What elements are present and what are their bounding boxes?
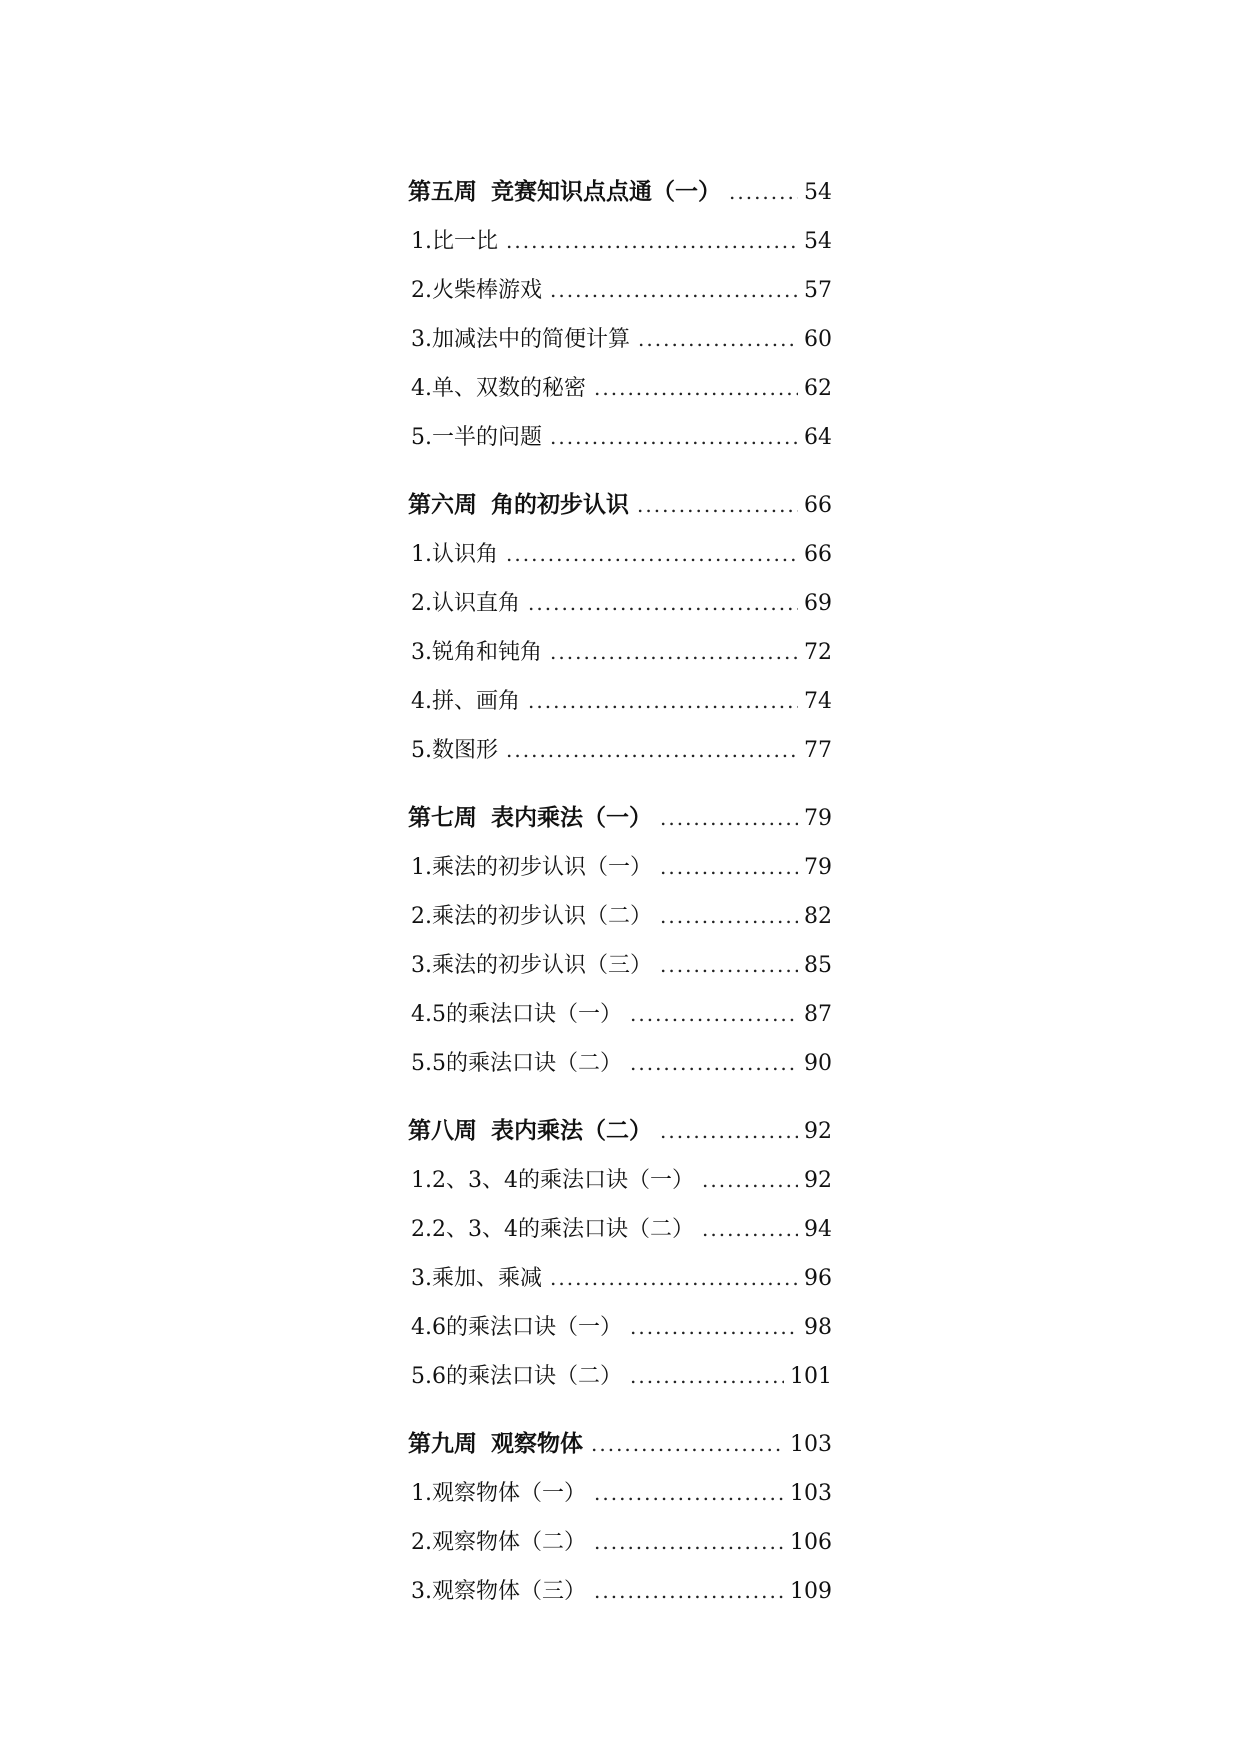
entry-label: 6的乘法口诀（二） (432, 1364, 622, 1389)
section-heading[interactable] (408, 1107, 832, 1156)
section-title: 观察物体 (491, 1431, 583, 1457)
toc-entry[interactable] (408, 266, 832, 315)
entry-number: 4. (411, 376, 432, 401)
entry-label: 5的乘法口诀（一） (432, 1002, 622, 1027)
week-label: 第八周 (408, 1118, 477, 1144)
entry-number: 3. (411, 953, 432, 978)
dot-leader (550, 1254, 798, 1303)
page-number: 60 (804, 327, 832, 352)
toc-entry[interactable] (408, 1518, 832, 1567)
page-number: 79 (804, 855, 832, 880)
section-title: 角的初步认识 (491, 492, 629, 518)
table-of-contents (408, 168, 832, 1616)
entry-label: 单、双数的秘密 (432, 376, 587, 401)
dot-leader (637, 481, 798, 530)
toc-entry[interactable] (408, 1254, 832, 1303)
entry-label: 乘法的初步认识（三） (432, 953, 653, 978)
dot-leader (660, 843, 798, 892)
toc-section-week5 (408, 168, 832, 462)
toc-entry[interactable] (408, 628, 832, 677)
page-number: 90 (804, 1051, 832, 1076)
dot-leader (528, 579, 798, 628)
page-number: 96 (804, 1266, 832, 1291)
entry-label: 认识角 (432, 542, 499, 567)
page-number: 85 (804, 953, 832, 978)
toc-section-week6 (408, 481, 832, 775)
entry-label: 乘法的初步认识（二） (432, 904, 653, 929)
week-label: 第七周 (408, 805, 477, 831)
page-number: 57 (804, 278, 832, 303)
entry-label: 5的乘法口诀（二） (432, 1051, 622, 1076)
entry-label: 2、3、4的乘法口诀（一） (432, 1168, 694, 1193)
toc-entry[interactable] (408, 726, 832, 775)
entry-number: 3. (411, 640, 432, 665)
entry-label: 拼、画角 (432, 689, 521, 714)
dot-leader (660, 892, 798, 941)
page-number: 103 (790, 1432, 832, 1457)
page-number: 82 (804, 904, 832, 929)
entry-number: 4. (411, 1002, 432, 1027)
dot-leader (506, 726, 798, 775)
page-number: 92 (804, 1119, 832, 1144)
toc-entry[interactable] (408, 941, 832, 990)
toc-entry[interactable] (408, 1469, 832, 1518)
toc-section-week9 (408, 1420, 832, 1616)
page-number: 62 (804, 376, 832, 401)
dot-leader (630, 990, 798, 1039)
entry-number: 3. (411, 1266, 432, 1291)
entry-label: 锐角和钝角 (432, 640, 543, 665)
toc-entry[interactable] (408, 1303, 832, 1352)
entry-label: 观察物体（一） (432, 1481, 587, 1506)
page-number: 54 (804, 180, 832, 205)
toc-entry[interactable] (408, 217, 832, 266)
dot-leader (660, 794, 798, 843)
entry-number: 5. (411, 1051, 432, 1076)
page-number: 64 (804, 425, 832, 450)
entry-label: 加减法中的简便计算 (432, 327, 631, 352)
dot-leader (594, 1518, 784, 1567)
toc-entry[interactable] (408, 1567, 832, 1616)
entry-label: 乘加、乘减 (432, 1266, 543, 1291)
section-title: 竞赛知识点点通（一） (491, 179, 721, 205)
entry-label: 火柴棒游戏 (432, 278, 543, 303)
dot-leader (506, 530, 798, 579)
week-label: 第六周 (408, 492, 477, 518)
dot-leader (550, 413, 798, 462)
page-number: 74 (804, 689, 832, 714)
section-heading[interactable] (408, 794, 832, 843)
entry-number: 2. (411, 591, 432, 616)
toc-section-week8 (408, 1107, 832, 1401)
entry-number: 2. (411, 1217, 432, 1242)
entry-label: 6的乘法口诀（一） (432, 1315, 622, 1340)
entry-number: 4. (411, 1315, 432, 1340)
entry-number: 2. (411, 1530, 432, 1555)
page-number: 87 (804, 1002, 832, 1027)
page-number: 69 (804, 591, 832, 616)
toc-entry[interactable] (408, 1156, 832, 1205)
dot-leader (630, 1303, 798, 1352)
dot-leader (630, 1039, 798, 1088)
section-title: 表内乘法（二） (491, 1118, 652, 1144)
entry-number: 1. (411, 229, 432, 254)
entry-label: 乘法的初步认识（一） (432, 855, 653, 880)
dot-leader (506, 217, 798, 266)
page-number: 66 (804, 542, 832, 567)
entry-number: 1. (411, 855, 432, 880)
dot-leader (729, 168, 798, 217)
page-number: 106 (790, 1530, 832, 1555)
page-number: 77 (804, 738, 832, 763)
entry-number: 5. (411, 425, 432, 450)
toc-entry[interactable] (408, 990, 832, 1039)
dot-leader (702, 1156, 798, 1205)
page-number: 54 (804, 229, 832, 254)
page-number: 66 (804, 493, 832, 518)
toc-entry[interactable] (408, 892, 832, 941)
toc-entry[interactable] (408, 1352, 832, 1401)
dot-leader (594, 1567, 784, 1616)
entry-label: 观察物体（二） (432, 1530, 587, 1555)
toc-entry[interactable] (408, 843, 832, 892)
dot-leader (702, 1205, 798, 1254)
entry-label: 2、3、4的乘法口诀（二） (432, 1217, 694, 1242)
toc-entry[interactable] (408, 315, 832, 364)
entry-number: 4. (411, 689, 432, 714)
entry-number: 3. (411, 1579, 432, 1604)
page-number: 92 (804, 1168, 832, 1193)
entry-number: 5. (411, 738, 432, 763)
toc-entry[interactable] (408, 579, 832, 628)
dot-leader (660, 1107, 798, 1156)
entry-number: 1. (411, 1168, 432, 1193)
dot-leader (594, 1469, 784, 1518)
toc-entry[interactable] (408, 1039, 832, 1088)
toc-entry[interactable] (408, 364, 832, 413)
dot-leader (528, 677, 798, 726)
entry-label: 数图形 (432, 738, 499, 763)
page-number: 98 (804, 1315, 832, 1340)
section-title: 表内乘法（一） (491, 805, 652, 831)
dot-leader (594, 364, 798, 413)
dot-leader (660, 941, 798, 990)
entry-number: 5. (411, 1364, 432, 1389)
dot-leader (550, 266, 798, 315)
entry-label: 比一比 (432, 229, 499, 254)
week-label: 第九周 (408, 1431, 477, 1457)
page-number: 109 (790, 1579, 832, 1604)
section-heading[interactable] (408, 481, 832, 530)
toc-entry[interactable] (408, 1205, 832, 1254)
entry-number: 3. (411, 327, 432, 352)
entry-number: 2. (411, 904, 432, 929)
toc-entry[interactable] (408, 413, 832, 462)
page-number: 101 (790, 1364, 832, 1389)
section-heading[interactable] (408, 168, 832, 217)
page-number: 103 (790, 1481, 832, 1506)
toc-entry[interactable] (408, 530, 832, 579)
dot-leader (638, 315, 798, 364)
dot-leader (550, 628, 798, 677)
toc-section-week7 (408, 794, 832, 1088)
entry-number: 1. (411, 542, 432, 567)
page-number: 94 (804, 1217, 832, 1242)
toc-entry[interactable] (408, 677, 832, 726)
page-number: 72 (804, 640, 832, 665)
entry-label: 认识直角 (432, 591, 521, 616)
page-number: 79 (804, 806, 832, 831)
entry-number: 1. (411, 1481, 432, 1506)
entry-number: 2. (411, 278, 432, 303)
section-heading[interactable] (408, 1420, 832, 1469)
entry-label: 一半的问题 (432, 425, 543, 450)
week-label: 第五周 (408, 179, 477, 205)
entry-label: 观察物体（三） (432, 1579, 587, 1604)
dot-leader (630, 1352, 784, 1401)
dot-leader (591, 1420, 784, 1469)
